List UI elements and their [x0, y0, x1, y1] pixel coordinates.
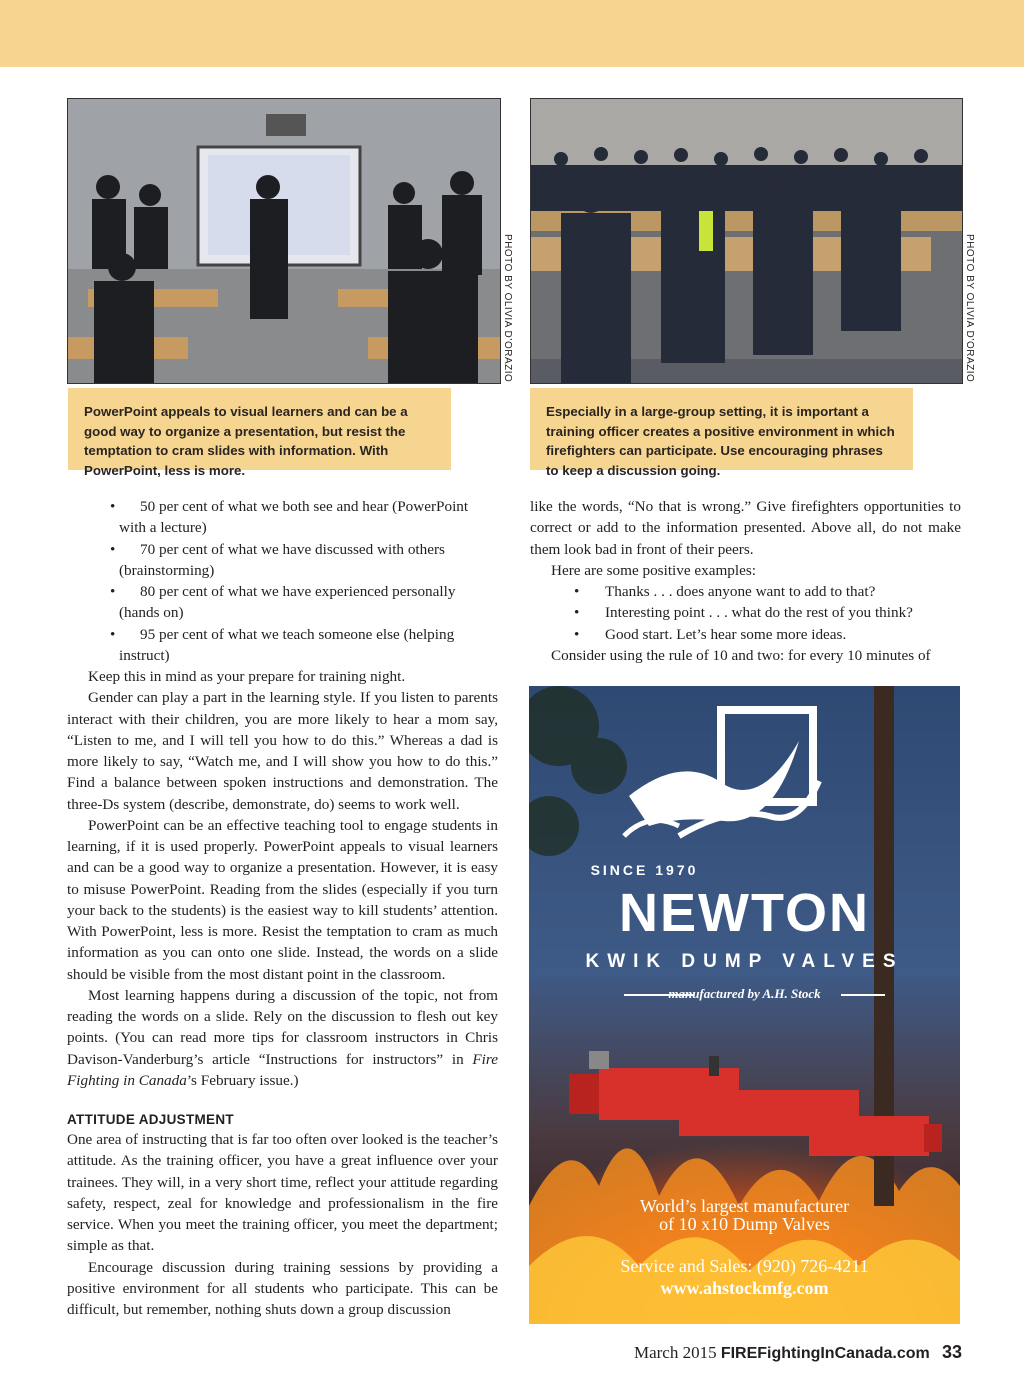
ad-url[interactable]: www.ahstockmfg.com: [660, 1278, 829, 1298]
photo-caption: [68, 388, 451, 478]
caption-text: Especially in a large-group setting, it is important a training officer creates a positive environment in which firefighters can participate. Use encouraging phrases to keep a discussion going.: [546, 404, 895, 478]
list-item: • 70 per cent of what we have discussed with others (brainstorming): [110, 540, 445, 579]
list-item: • 95 per cent of what we teach someone else (helping instruct): [110, 625, 455, 664]
list-item: • Good start. Let’s hear some more ideas.: [574, 625, 847, 643]
paragraph: Gender can play a part in the learning style. If you listen to parents interact with their children, you are more likely to hear a mom say, “Listen to me, and I will tell you how to do this.” Whereas a dad is more likely to say, “Watch me, and I will show you how to do this.” Find a balance between spoken instructions and demonstration. The three-Ds system (describe, demonstrate, do) seems to work well.: [67, 689, 498, 813]
section-heading: ATTITUDE ADJUSTMENT: [67, 1112, 234, 1127]
firefighters-audience-photo: [530, 98, 963, 384]
paragraph: Here are some positive examples:: [551, 561, 756, 579]
article-column-right: [530, 496, 961, 666]
list-item: • Interesting point . . . what do the rest of you think?: [574, 604, 913, 622]
photo-credit: PHOTO BY OLIVIA D’ORAZIO: [964, 234, 975, 383]
page-number: 33: [941, 1342, 962, 1362]
photo-credit: PHOTO BY OLIVIA D’ORAZIO: [502, 234, 513, 383]
paragraph: Consider using the rule of 10 and two: for every 10 minutes of: [551, 646, 931, 664]
ad-brand: NEWTON: [619, 883, 870, 943]
ad-since: SINCE 1970: [590, 862, 699, 878]
ad-product: KWIK DUMP VALVES: [585, 951, 904, 972]
list-item: • Thanks . . . does anyone want to add to that?: [574, 583, 876, 600]
header-band: [0, 0, 1024, 67]
paragraph: Most learning happens during a discussion of the topic, not from reading the words on a slide. Rely on the discussion to flesh out key points. (You can read more tips for classroom instructors in Chris Davison-Vanderburg’s article “Instructions for instructors” in Fire Fighting in Canada’s February issue.): [67, 986, 498, 1089]
ad-tagline: World’s largest manufacturer: [639, 1196, 850, 1216]
list-item: • 50 per cent of what we both see and hear (PowerPoint with a lecture): [110, 498, 469, 537]
classroom-photo: [67, 98, 501, 384]
paragraph: like the words, “No that is wrong.” Give firefighters opportunities to correct or add to the information presented. Above all, do not make them look bad in front of their peers.: [530, 498, 961, 558]
photo-caption: [530, 388, 913, 478]
page-footer: [634, 1342, 962, 1363]
paragraph: Keep this in mind as your prepare for training night.: [88, 668, 406, 685]
paragraph: One area of instructing that is far too often over looked is the teacher’s attitude. As the training officer, you have a great influence over your trainees. They will, in a very short time, reflect your attitude regarding safety, respect, zeal for knowledge and professionalism in the fire service. When you meet the training officer, you meet the department; simple as that.: [67, 1131, 498, 1255]
issue-date: March 2015: [633, 1343, 717, 1362]
article-column-left: [67, 496, 498, 1320]
ad-phone[interactable]: Service and Sales: (920) 726-4211: [620, 1256, 869, 1276]
paragraph: PowerPoint can be an effective teaching tool to engage students in learning, if it is used properly. PowerPoint appeals to visual learners and can be a good way to organize a presentation. However, it is easy to misuse PowerPoint. Reading from the slides (especially if you turn your back to the students) is the easiest way to kill students’ attention. With PowerPoint, less is more. Resist the temptation to cram as much information as you can onto one slide. Instead, the words on a slide should be visible from the most distant point in the classroom.: [67, 816, 498, 983]
website[interactable]: FIREFightingInCanada.com: [720, 1345, 930, 1362]
ad-manufacturer: manufactured by A.H. Stock: [668, 986, 821, 1001]
caption-text: PowerPoint appeals to visual learners and can be a good way to organize a presentation, but resist the temptation to cram slides with information. With PowerPoint, less is more.: [84, 404, 408, 478]
ad-tagline: of 10 x10 Dump Valves: [659, 1214, 830, 1234]
newton-advertisement[interactable]: [529, 686, 960, 1324]
paragraph: Encourage discussion during training sessions by providing a positive environment for all students who participate. This can be difficult, but remember, nothing shuts down a group discussion: [67, 1258, 498, 1318]
list-item: • 80 per cent of what we have experienced personally (hands on): [110, 583, 456, 622]
